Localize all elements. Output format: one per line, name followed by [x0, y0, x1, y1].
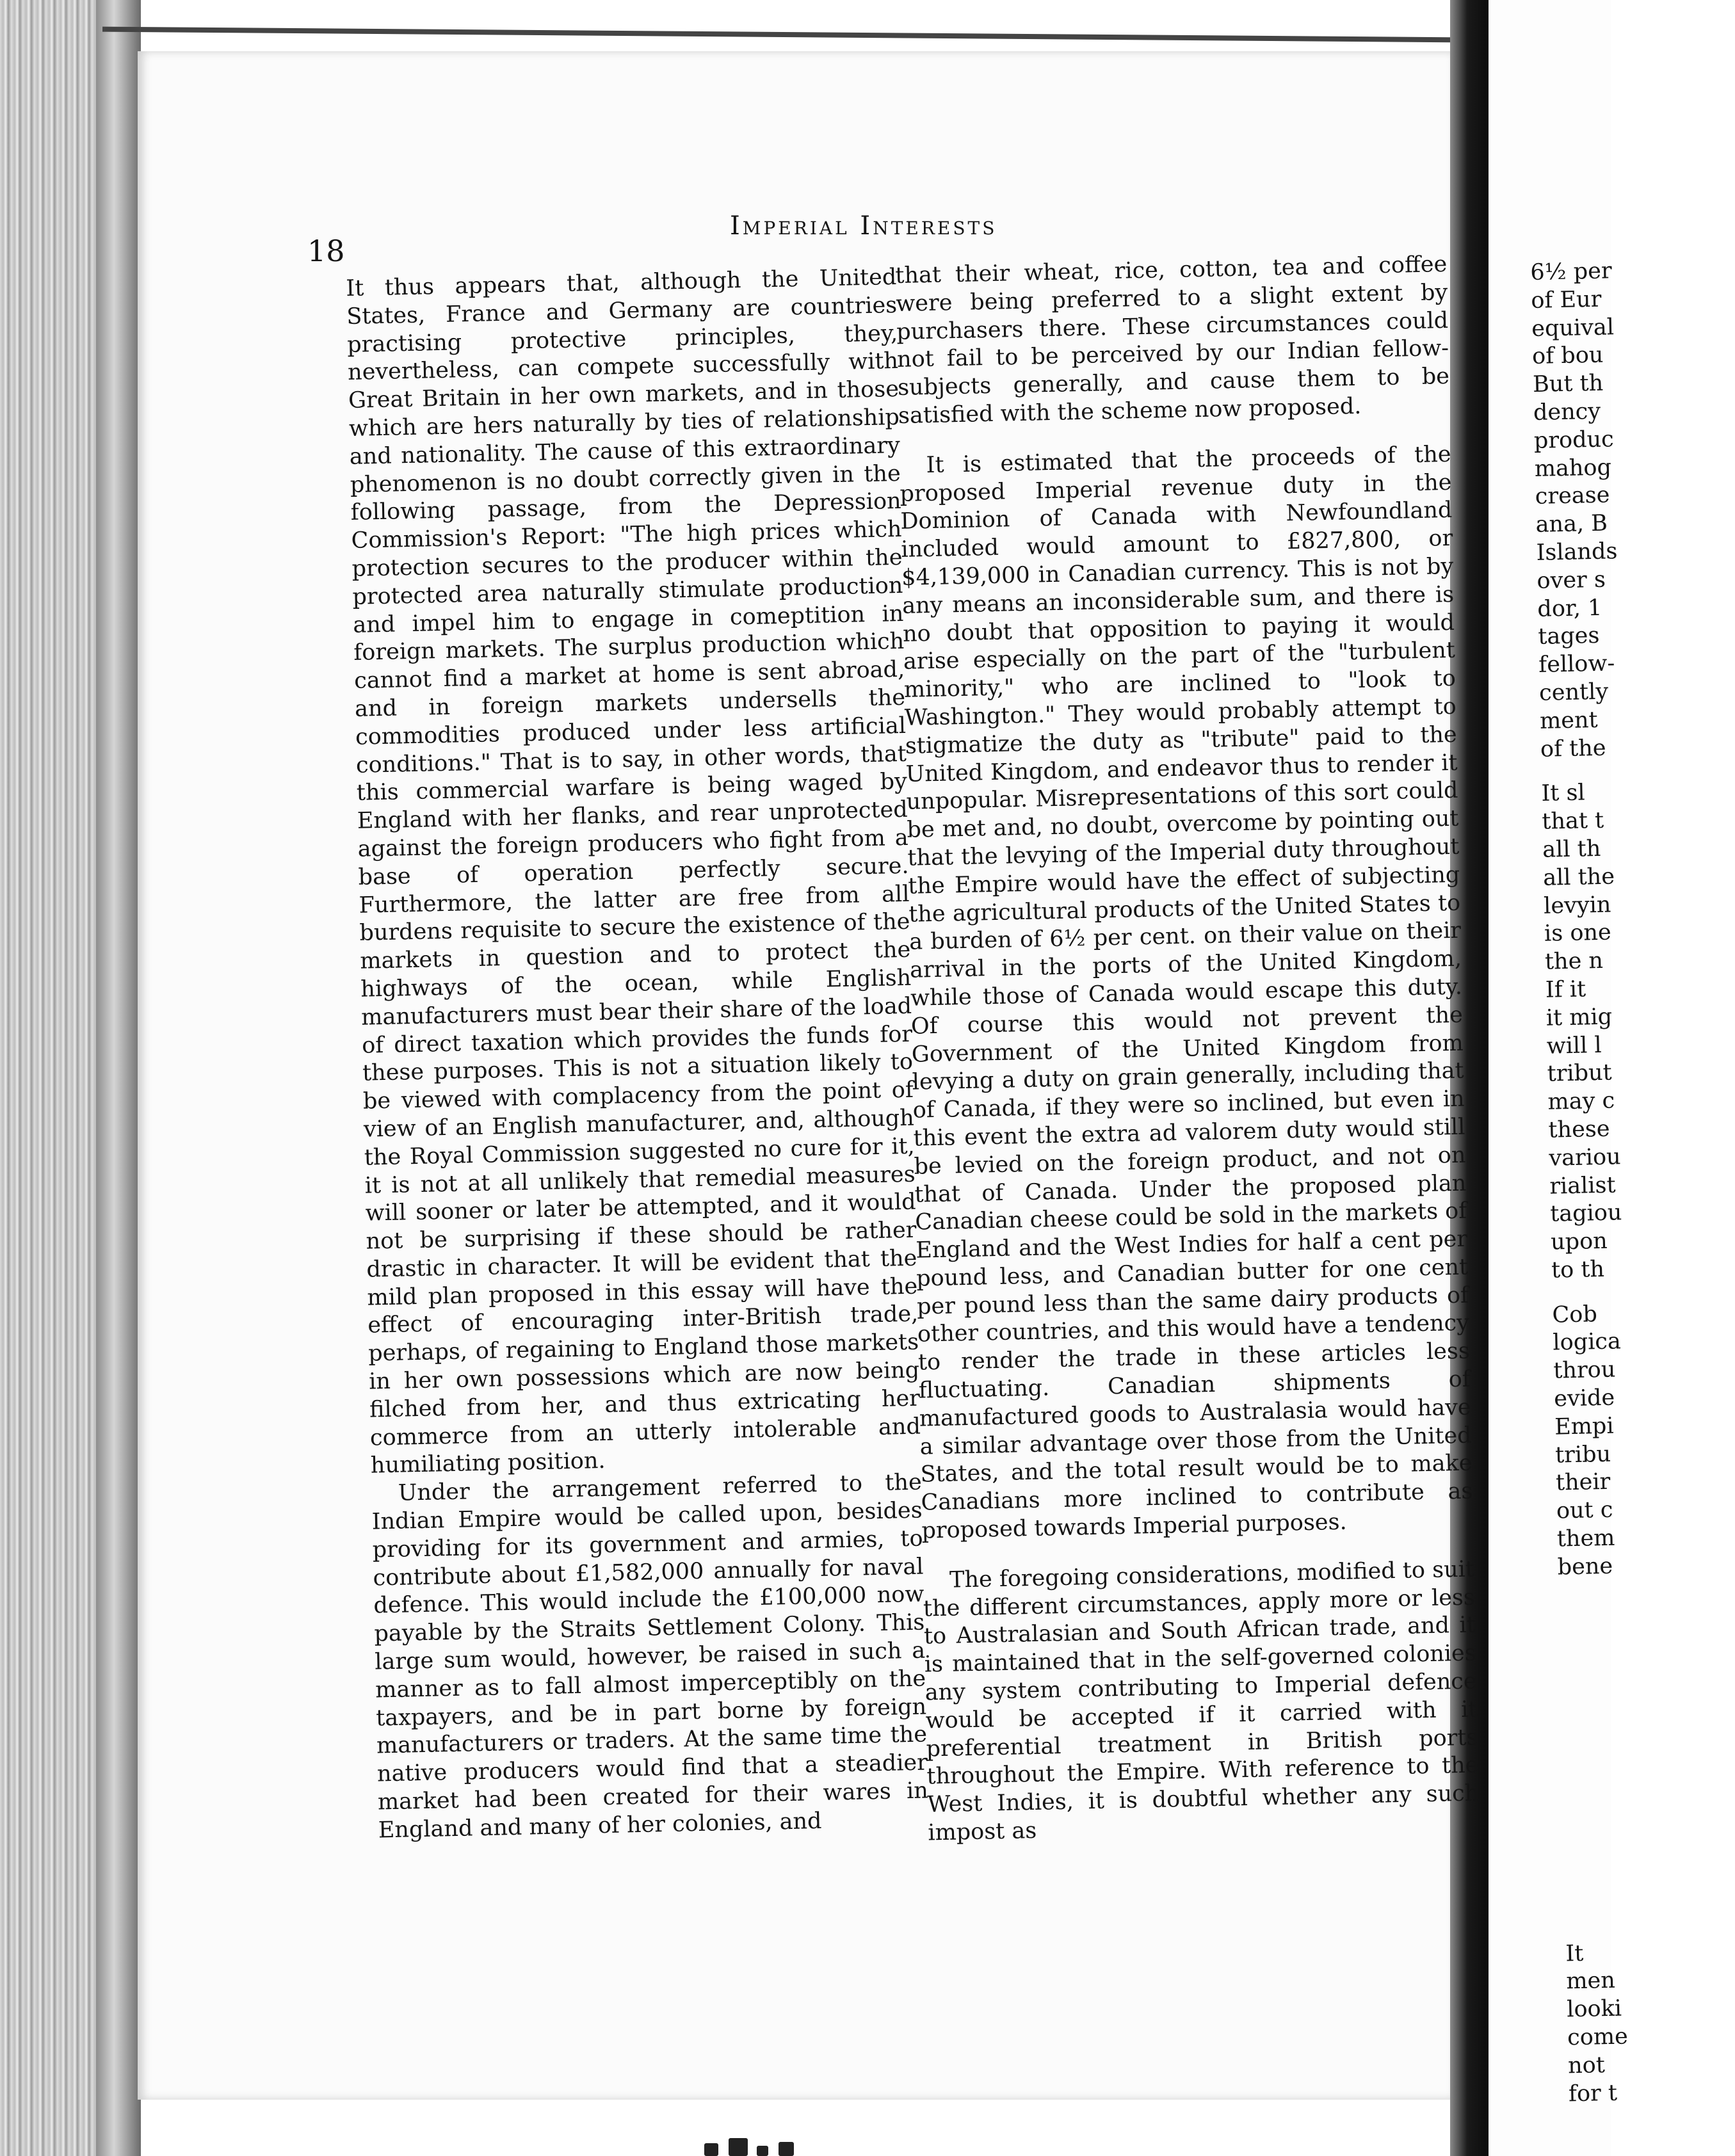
- line-fragment: the n: [1544, 947, 1604, 975]
- line-fragment: throu: [1553, 1356, 1616, 1384]
- line-fragment: not: [1567, 2052, 1606, 2079]
- line-fragment: these: [1548, 1116, 1610, 1143]
- line-fragment: will l: [1546, 1032, 1602, 1059]
- line-fragment: tribut: [1547, 1059, 1613, 1088]
- line-fragment: all th: [1542, 835, 1601, 863]
- line-fragment: ana, B: [1535, 510, 1608, 538]
- line-fragment: it mig: [1545, 1004, 1613, 1031]
- paragraph: It thus appears that, although the United States, France and Germany are countries practising protective principles, they, nevertheless, can compete successfully with Great Britain in her own markets, and in those which are hers naturally by ties of relationship and nationality. The cause of this extraordinary phenomenon is no doubt correctly given in the following passage, from the Depression Commission's Report: "The high prices which protection secures to the producer within the protected area naturally stimulate production and impel him to engage in comeptition in foreign markets. The surplus production which cannot find a market at home is sent abroad, and in foreign markets undersells the commodities produced under less artificial conditions." That is to say, in other words, that this commercial warfare is being waged by England with her flanks, and rear unprotected against the foreign producers who fight from a base of operation perfectly secure. Furthermore, the latter are free from all burdens requisite to secure the existence of the markets in question and to protect the highways of the ocean, while English manufacturers must bear their share of the load of direct taxation which provides the funds for these purposes. This is not a situation likely to be viewed with complacency from the point of view of an English manufacturer, and, although the Royal Commission suggested no cure for it, it is not at all unlikely that remedial measures will sooner or later be attempted, and it would not be surprising if these should be rather drastic in character. It will be evident that the mild plan proposed in this essay will have the effect of encouraging inter-British trade, perhaps, of regaining to England those markets in her own possessions which are now being filched from her, and thus extricating her commerce from an utterly intolerable and humiliating position.: [346, 264, 921, 1479]
- line-fragment: It: [1565, 1940, 1584, 1967]
- fragment-block-middle: [1541, 777, 1718, 1285]
- running-head: Imperial Interests: [730, 211, 997, 241]
- line-fragment: all the: [1542, 864, 1615, 891]
- line-fragment: of the: [1540, 735, 1606, 762]
- page-top-rule: [102, 27, 1460, 43]
- line-fragment: It sl: [1541, 780, 1586, 807]
- line-fragment: evide: [1553, 1385, 1615, 1412]
- line-fragment: out c: [1556, 1497, 1613, 1524]
- line-fragment: that t: [1541, 807, 1604, 835]
- line-fragment: to th: [1551, 1256, 1605, 1283]
- line-fragment: men: [1565, 1968, 1616, 1995]
- paragraph: The foregoing considerations, modified to suit the different circumstances, apply more or less to Australasian and South African trade, and it is maintained that in the self-governed colonies any system contributing to Imperial defence would be accepted if it carried with it preferential treatment in British ports throughout the Empire. With reference to the West Indies, it is doubtful whether any such impost as: [923, 1556, 1480, 1846]
- paragraph: that their wheat, rice, cotton, tea and coffee were being preferred to a slight extent by purchasers there. These circumstances could not fail to be perceived by our Indian fellow-subjects generally, and cause them to be satisfied with the scheme now proposed.: [895, 251, 1450, 429]
- line-fragment: bene: [1557, 1553, 1613, 1581]
- line-fragment: tages: [1537, 623, 1600, 650]
- line-fragment: upon: [1550, 1228, 1608, 1255]
- line-fragment: over s: [1537, 567, 1606, 594]
- line-fragment: mahog: [1534, 454, 1612, 482]
- text-column-left: [346, 264, 929, 1845]
- line-fragment: But th: [1532, 370, 1604, 398]
- line-fragment: Cob: [1552, 1301, 1598, 1328]
- line-fragment: ment: [1539, 707, 1599, 734]
- line-fragment: Islands: [1536, 538, 1618, 566]
- paragraph: Under the arrangement referred to the Indian Empire would be called upon, besides providing for its government and armies, to contribute about £1,582,000 annually for naval defence. This would include the £100,000 now payable by the Straits Settlement Colony. This large sum would, however, be raised in such a manner as to fall almost imperceptibly on the taxpayers, and be in part borne by foreign manufacturers or traders. At the same time the native producers would find that a steadier market had been created for their wares in England and many of her colonies, and: [371, 1469, 929, 1844]
- line-fragment: looki: [1566, 1995, 1622, 2023]
- paragraph: It is estimated that the proceeds of the proposed Imperial revenue duty in the Dominion of Canada with Newfoundland included would amount to £827,800, or $4,139,000 in Canadian currency. This is not by any means an inconsiderable sum, and there is no doubt that opposition to paying it would arise especially on the part of the "turbulent minority," who are inclined to "look to Washington." They would probably attempt to stigmatize the duty as "tribute" paid to the United Kingdom, and endeavor thus to render it unpopular. Misrepresentations of this sort could be met and, no doubt, overcome by pointing out that the levying of the Imperial duty throughout the Empire would have the effect of subjecting the agricultural products of the United States to a burden of 6½ per cent. on their value on their arrival in the ports of the United Kingdom, while those of Canada would escape this duty. Of course this would not prevent the Government of the United Kingdom from levying a duty on grain generally, including that of Canada, if they were so inclined, but even in this event the extra ad valorem duty would still be levied on the foreign product, and not on that of Canada. Under the proposed plan Canadian cheese could be sold in the markets of England and the West Indies for half a cent per pound less, and Canadian butter for one cent per pound less than the same dairy products of other countries, and this would have a tendency to render the trade in these articles less fluctuating. Canadian shipments of manufactured goods to Australasia would have a similar advantage over those from the United States, and the total result would be to make Canadians more inclined to contribute as proposed towards Imperial purposes.: [900, 441, 1473, 1544]
- line-fragment: come: [1567, 2023, 1629, 2051]
- fragment-block-top: [1530, 256, 1707, 764]
- line-fragment: may c: [1547, 1088, 1615, 1115]
- line-fragment: equival: [1531, 314, 1615, 342]
- line-fragment: If it: [1545, 976, 1586, 1003]
- book-edge-shadow: [96, 0, 141, 2156]
- line-fragment: tribu: [1554, 1441, 1611, 1468]
- fragment-block-bottom: [1565, 1937, 1735, 2109]
- line-fragment: Empi: [1554, 1413, 1614, 1440]
- line-fragment: logica: [1553, 1328, 1622, 1356]
- line-fragment: levyin: [1543, 892, 1611, 919]
- line-fragment: for t: [1568, 2080, 1618, 2107]
- fragment-block-lower: [1552, 1298, 1724, 1582]
- line-fragment: is one: [1544, 919, 1612, 947]
- line-fragment: of Eur: [1530, 286, 1602, 314]
- line-fragment: of bou: [1531, 342, 1604, 370]
- line-fragment: their: [1555, 1469, 1611, 1497]
- line-fragment: fellow-: [1538, 650, 1615, 679]
- line-fragment: dency: [1533, 398, 1601, 426]
- line-fragment: crease: [1535, 482, 1610, 510]
- line-fragment: variou: [1548, 1144, 1621, 1171]
- line-fragment: produc: [1533, 426, 1615, 454]
- line-fragment: cently: [1538, 679, 1609, 706]
- line-fragment: rialist: [1549, 1172, 1616, 1200]
- page-number: 18: [307, 234, 345, 268]
- line-fragment: 6½ per: [1530, 258, 1613, 286]
- line-fragment: dor, 1: [1537, 595, 1602, 622]
- text-column-middle: [895, 251, 1480, 1847]
- line-fragment: tagiou: [1549, 1200, 1622, 1227]
- line-fragment: them: [1556, 1525, 1615, 1552]
- scan-artifact: [698, 2135, 807, 2156]
